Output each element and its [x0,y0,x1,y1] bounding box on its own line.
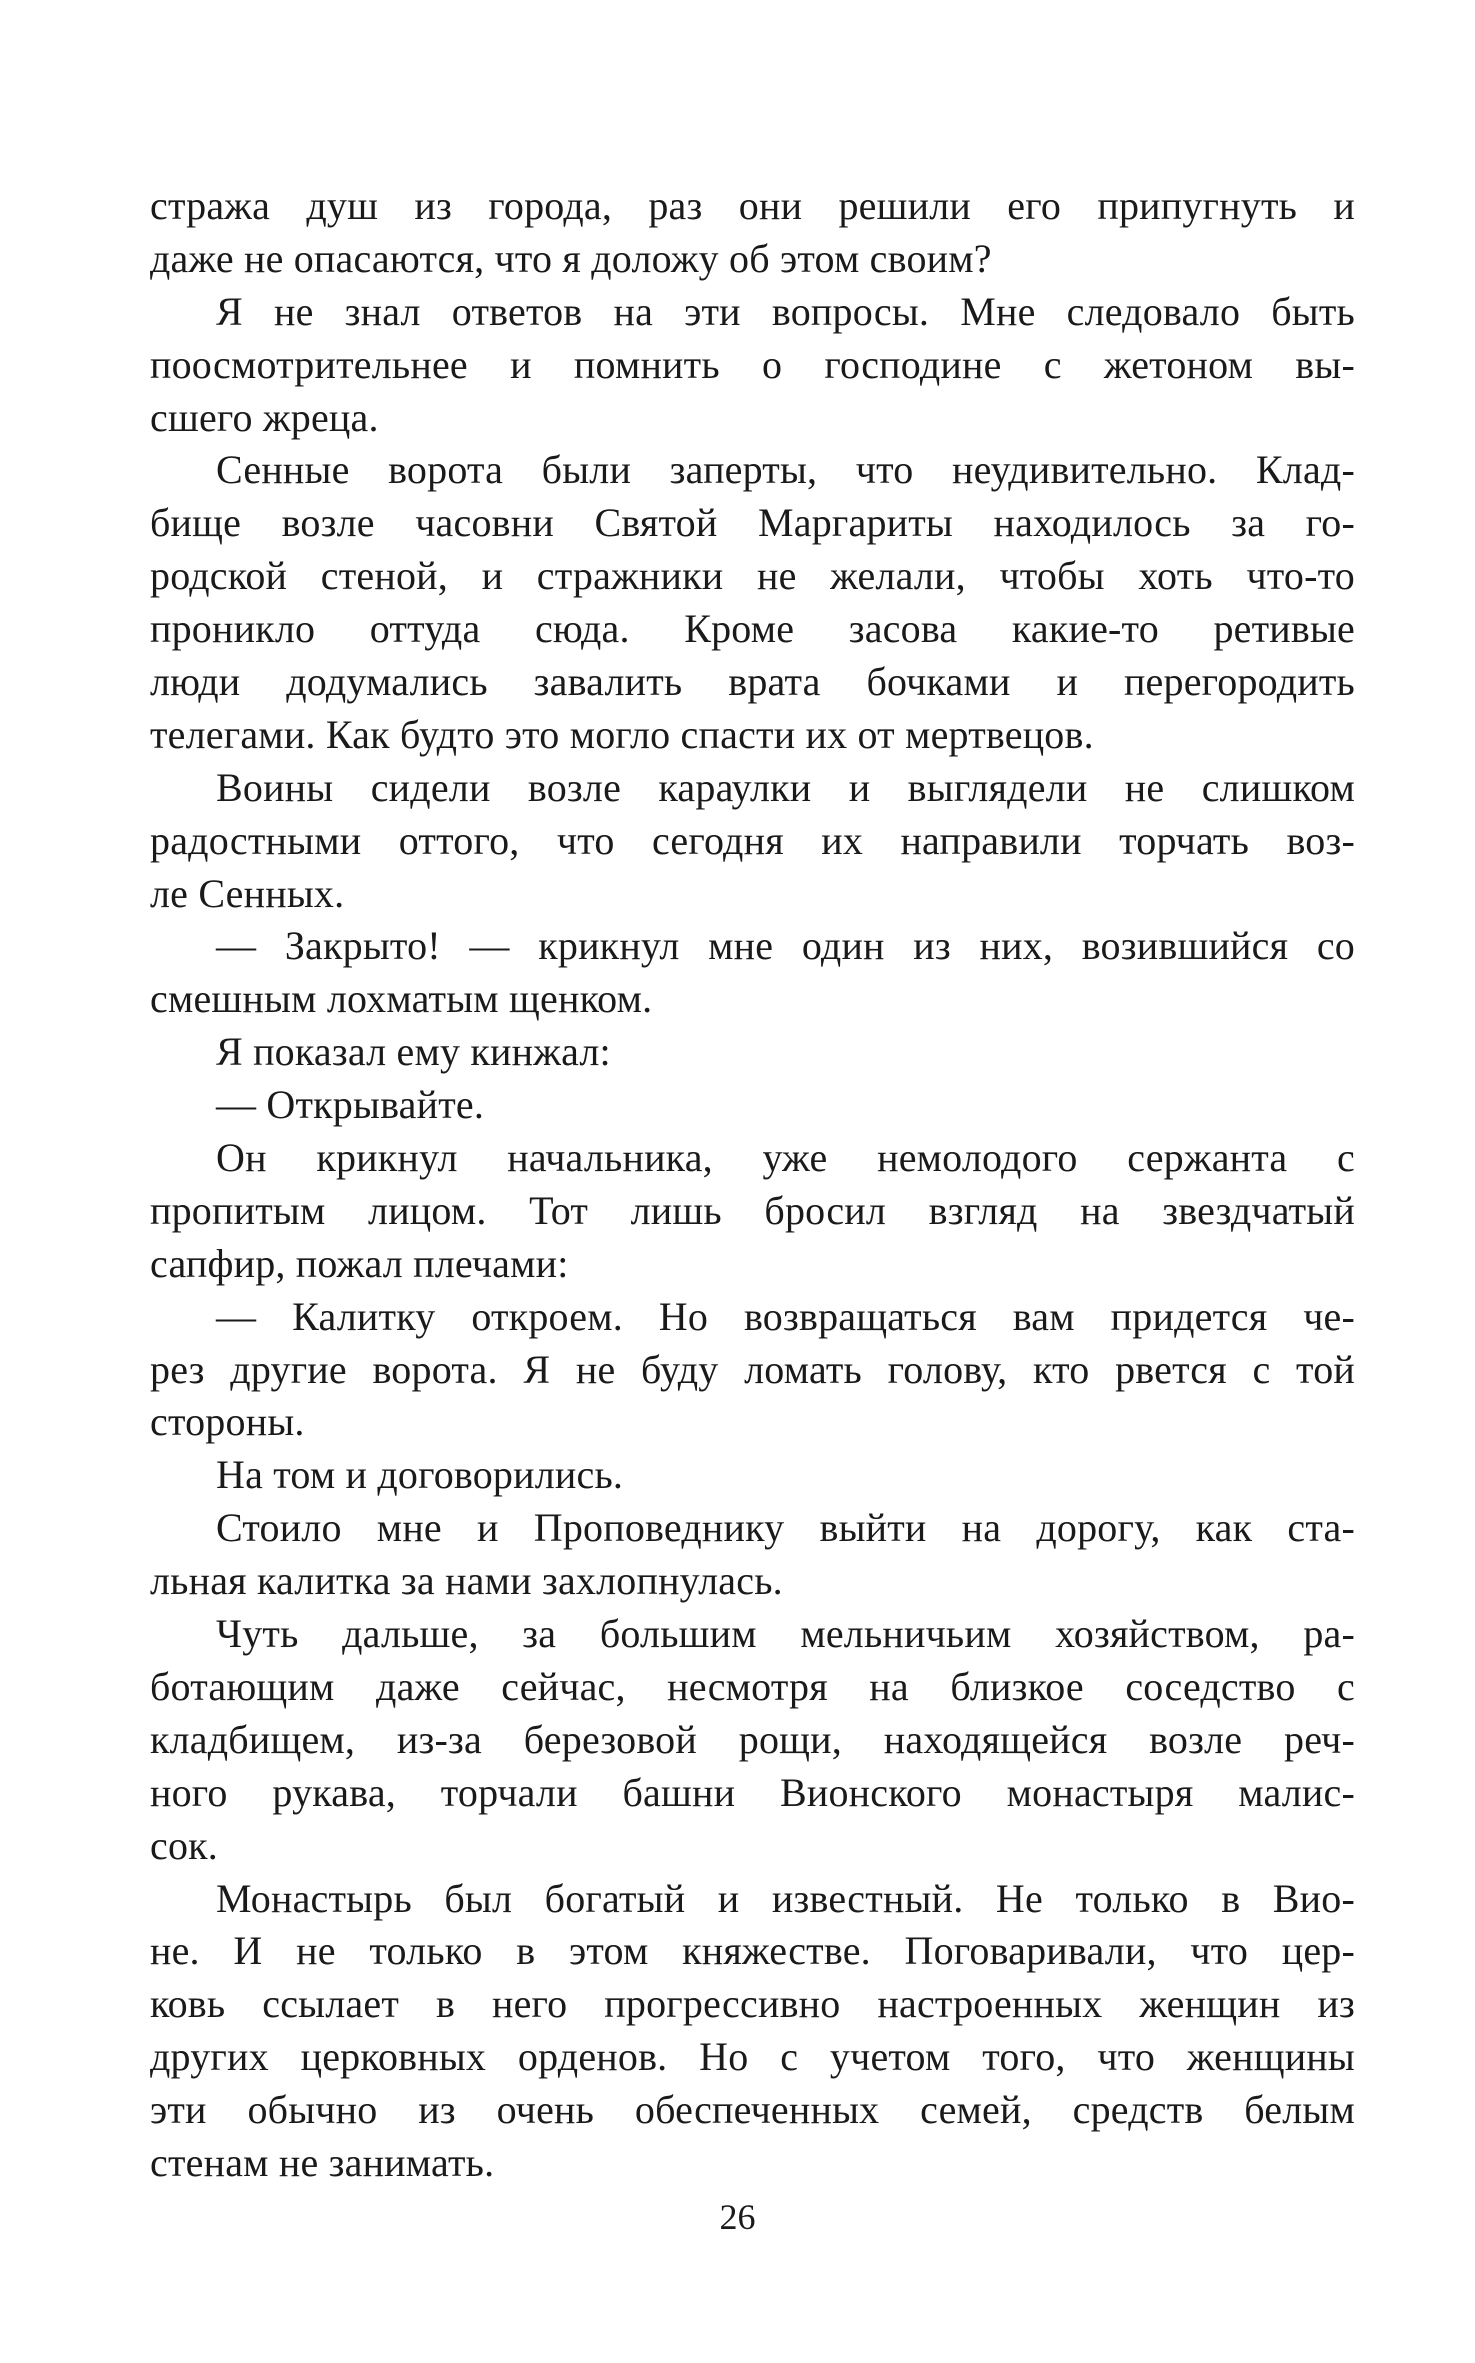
text-line: кладбищем, из-за березовой рощи, находящейся возле реч- [150,1716,1355,1762]
text-line: Я показал ему кинжал: [216,1029,611,1075]
text-line: родской стеной, и стражники не желали, чтобы хоть что-то [150,553,1355,599]
text-line: стенам не занимать. [150,2139,495,2185]
text-line: телегами. Как будто это могло спасти их от мертвецов. [150,711,1094,757]
paragraph [150,444,1355,761]
text-line: Монастырь был богатый и известный. Не только в Вио- [216,1875,1355,1921]
text-line: поосмотрительнее и помнить о господине с жетоном вы- [150,341,1355,387]
paragraph [150,180,1355,286]
page-number: 26 [719,2197,756,2237]
text-line: На том и договорились. [216,1452,624,1498]
text-line: ботающим даже сейчас, несмотря на близкое соседство с [150,1663,1355,1709]
text-line: проникло оттуда сюда. Кроме засова какие-то ретивые [150,606,1355,652]
text-line: сшего жреца. [150,394,379,440]
text-line: Я не знал ответов на эти вопросы. Мне следовало быть [216,288,1355,334]
paragraph [150,1079,1355,1132]
text-line: рез другие ворота. Я не буду ломать голову, кто рвется с той [150,1346,1355,1392]
text-line: сок. [150,1822,218,1868]
text-line: — Закрыто! — крикнул мне один из них, возившийся со [216,923,1355,969]
text-line: эти обычно из очень обеспеченных семей, средств белым [150,2087,1355,2133]
text-line: — Открывайте. [216,1082,485,1128]
text-line: Воины сидели возле караулки и выглядели не слишком [216,764,1355,810]
text-line: ле Сенных. [150,870,345,916]
text-line: ковь ссылает в него прогрессивно настроенных женщин из [150,1981,1355,2027]
text-line: не. И не только в этом княжестве. Поговаривали, что цер- [150,1928,1355,1974]
text-line: Стоило мне и Проповеднику выйти на дорогу, как ста- [216,1505,1355,1551]
text-line: бище возле часовни Святой Маргариты находилось за го- [150,500,1355,546]
text-line: Чуть дальше, за большим мельничьим хозяйством, ра- [216,1611,1355,1657]
text-line: Сенные ворота были заперты, что неудивительно. Клад- [216,447,1355,493]
text-line: Он крикнул начальника, уже немолодого сержанта с [216,1135,1355,1181]
text-line: сапфир, пожал плечами: [150,1240,569,1286]
text-line: других церковных орденов. Но с учетом того, что женщины [150,2034,1355,2080]
text-line: стороны. [150,1399,305,1445]
paragraph [150,1132,1355,1291]
text-line: радостными оттого, что сегодня их направили торчать воз- [150,817,1355,863]
text-line: даже не опасаются, что я доложу об этом своим? [150,235,992,281]
paragraph [150,286,1355,445]
paragraph [150,920,1355,1026]
paragraph [150,1026,1355,1079]
text-line: смешным лохматым щенком. [150,976,653,1022]
paragraph [150,1608,1355,1872]
paragraph [150,1449,1355,1502]
paragraph [150,762,1355,921]
page-body [150,180,1355,2190]
text-line: льная калитка за нами захлопнулась. [150,1558,783,1604]
text-line: люди додумались завалить врата бочками и перегородить [150,659,1355,705]
paragraph [150,1291,1355,1450]
text-line: — Калитку откроем. Но возвращаться вам придется че- [216,1293,1355,1339]
text-line: пропитым лицом. Тот лишь бросил взгляд на звездчатый [150,1187,1355,1233]
paragraph [150,1873,1355,2190]
text-line: стража душ из города, раз они решили его припугнуть и [150,183,1355,228]
text-line: ного рукава, торчали башни Вионского монастыря малис- [150,1769,1355,1815]
paragraph [150,1502,1355,1608]
